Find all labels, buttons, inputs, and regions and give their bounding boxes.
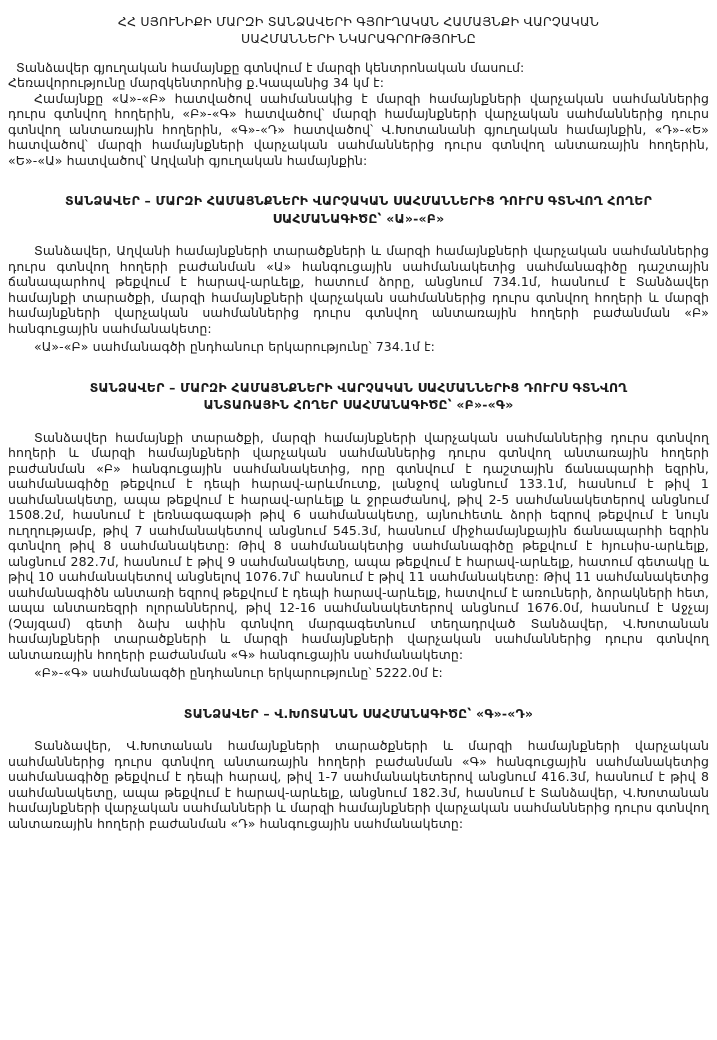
document-title <box>38 14 679 48</box>
intro-paragraph-borders: Համայնքը «Ա»-«Բ» հատվածով սահմանակից է մարզի համայնքների վարչական սահմաններից դուրս գտնվող հողերին, «Բ»-«Գ» հատվածով՝ մարզի համայնքների վարչական սահմաններից դուրս գտնվող անտառային հողերին, «Գ»-«Դ» հատվածով՝ Վ.Խոտանանի գյուղական համայնքին, «Դ»-«Ե» հատվածով՝ մարզի համայնքների վարչական սահմաններից դուրս գտնվող անտառային հողերին, «Ե»-«Ա» հատվածով՝ Աղվանի գյուղական համայնքին: <box>8 90 709 168</box>
section-heading-line: ԱՆՏԱՌԱՅԻՆ ՀՈՂԵՐ ՍԱՀՄԱՆԱԳԻԾԸ՝ «Բ»-«Գ» <box>203 397 514 413</box>
section-length-line: «Բ»-«Գ» սահմանագծի ընդհանուր երկարությունը՝ 5222.0մ է: <box>34 665 443 681</box>
section-heading-line: ՏԱՆՁԱՎԵՐ – ՄԱՐԶԻ ՀԱՄԱՅՆՔՆԵՐԻ ՎԱՐՉԱԿԱՆ ՍԱՀՄԱՆՆԵՐԻՑ ԴՈՒՐՍ ԳՏՆՎՈՂ <box>89 379 628 395</box>
section-heading <box>48 705 669 723</box>
intro-paragraph-distance: Հեռավորությունը մարզկենտրոնից ք.Կապանից 34 կմ է: <box>8 75 385 91</box>
section-heading-line: ՏԱՆՁԱՎԵՐ – Վ.ԽՈՏԱՆԱՆ ՍԱՀՄԱՆԱԳԻԾԸ՝ «Գ»-«Դ» <box>183 705 534 721</box>
section-g-d <box>8 705 709 832</box>
section-length-line: «Ա»-«Բ» սահմանագծի ընդհանուր երկարությունը՝ 734.1մ է: <box>34 339 435 355</box>
section-a-b <box>8 192 709 355</box>
section-body: Տանձավեր համայնքի տարածքի, մարզի համայնքների վարչական սահմաններից դուրս գտնվող հողերի և մարզի համայնքների վարչական սահմաններից դուրս գտնվող անտառային հողերի բաժանման «Բ» հանգուցային սահմանակետից, որը գտնվում է դաշտային ճանապարհի եզրին, սահմանագիծը թեքվում է դեպի հարավ-արևմուտք, լանջով անցնում 133.1մ, հասնում է թիվ 1 սահմանակետը, ապա թեքվում է հարավ-արևելք և ջրբաժանով, թիվ 2-5 սահմանակետերով անցնում 1508.2մ, հասնում է լեռնագագաթի թիվ 6 սահմանակետը, այնուհետև ձորի եզրով թեքվում է նույն ուղղությամբ, թիվ 7 սահմանակետով անցնում 545.3մ, հասնում միջհամայնքային ճանապարհի եզրին գտնվող թիվ 8 սահմանակետը: Թիվ 8 սահմանակետից սահմանագիծը թեքվում է հյուսիս-արևելք, անցնում 282.7մ, հասնում է թիվ 9 սահմանակետը, ապա թեքվում է հարավ-արևելք, հատում գետակը և թիվ 10 սահմանակետով անցնելով 1076.7մ՝ հասնում է թիվ 11 սահմանակետը: Թիվ 11 սահմանակետից սահմանագիծն անտառի եզրով թեքվում է դեպի հարավ-արևելք, հատվում է առուների, ձորակների հետ, ապա անտառեզրի ոլորաններով, թիվ 12-16 սահմանակետերով անցնում 1676.0մ, հասնում է Աջչայ (Չայզամ) գետի ձախ ափին գտնվող մարգագետնում տեղադրված Տանձավեր, Վ.Խոտանան համայնքների տարածքների և մարզի համայնքների վարչական սահմաններից դուրս գտնվող անտառային հողերի բաժանման «Գ» հանգուցային սահմանակետը: <box>8 429 709 662</box>
section-heading-line: ՏԱՆՁԱՎԵՐ – ՄԱՐԶԻ ՀԱՄԱՅՆՔՆԵՐԻ ՎԱՐՉԱԿԱՆ ՍԱՀՄԱՆՆԵՐԻՑ ԴՈՒՐՍ ԳՏՆՎՈՂ ՀՈՂԵՐ <box>64 193 653 209</box>
section-heading <box>48 379 669 414</box>
intro-paragraph-location: Տանձավեր գյուղական համայնքը գտնվում է մարզի կենտրոնական մասում: <box>16 59 525 75</box>
section-body: Տանձավեր, Վ.Խոտանան համայնքների տարածքների և մարզի համայնքների վարչական սահմաններից դուրս գտնվող անտառային հողերի բաժանման «Գ» հանգուցային սահմանակետից սահմանագիծը թեքվում է դեպի հարավ, թիվ 1-7 սահմանակետերով անցնում 416.3մ, հասնում է թիվ 8 սահմանակետը, ապա թեքվում է հարավ-արևելք, անցնում 182.3մ, հասնում է Տանձավեր, Վ.Խոտանան համայնքների վարչական սահմանների և մարզի համայնքների վարչական սահմաններից դուրս գտնվող անտառային հողերի բաժանման «Դ» հանգուցային սահմանակետը: <box>8 738 709 831</box>
section-heading <box>48 192 669 227</box>
section-body: Տանձավեր, Աղվանի համայնքների տարածքների և մարզի համայնքների վարչական սահմաններից դուրս գտնվող հողերի բաժանման «Ա» հանգուցային սահմանակետից սահմանագիծը դաշտային ճանապարհով թեքվում է հարավ-արևելք, հատում ձորը, անցնում 734.1մ, հասնում է Տանձավեր համայնքի տարածքի, մարզի համայնքների վարչական սահմաններից դուրս գտնվող հողերի և մարզի համայնքների վարչական սահմաններից դուրս գտնվող անտառային հողերի բաժանման «Բ» հանգուցային սահմանակետը: <box>8 243 709 336</box>
document-title-line: ՍԱՀՄԱՆՆԵՐԻ ՆԿԱՐԱԳՐՈՒԹՅՈՒՆԸ <box>240 30 476 46</box>
section-b-g <box>8 379 709 681</box>
section-heading-line: ՍԱՀՄԱՆԱԳԻԾԸ՝ «Ա»-«Բ» <box>272 210 445 226</box>
document-title-line: ՀՀ ՍՅՈՒՆԻՔԻ ՄԱՐԶԻ ՏԱՆՁԱՎԵՐԻ ԳՅՈՒՂԱԿԱՆ ՀԱՄԱՅՆՔԻ ՎԱՐՉԱԿԱՆ <box>117 14 600 29</box>
